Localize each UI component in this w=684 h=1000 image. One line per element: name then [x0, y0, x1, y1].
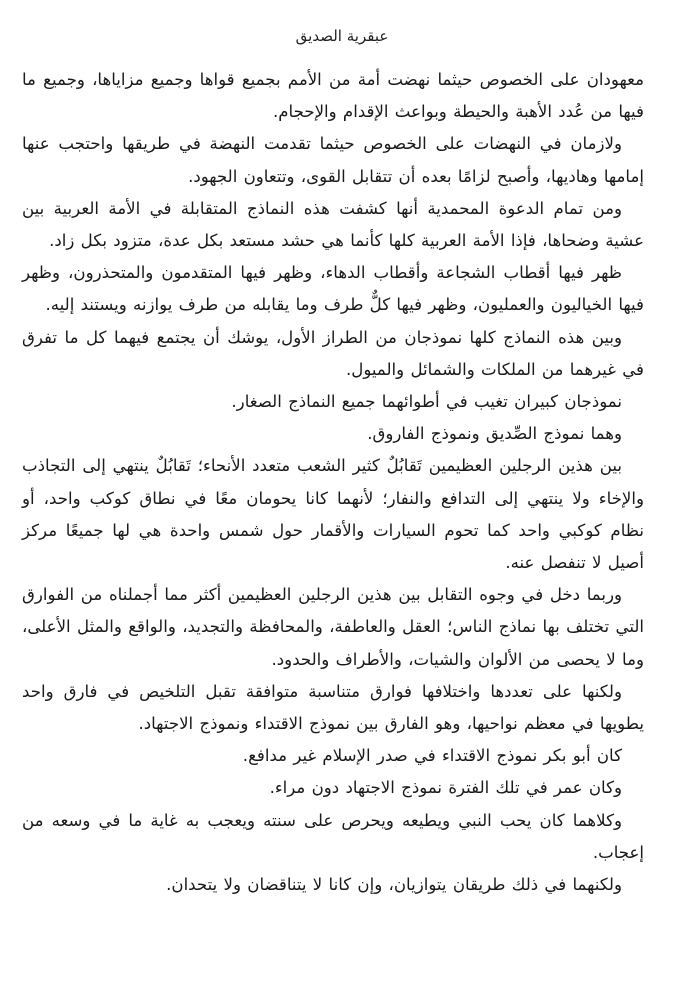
body-text	[22, 64, 644, 901]
paragraph: نموذجان كبيران تغيب في أطوائهما جميع النماذج الصغار.	[231, 392, 622, 412]
paragraph: معهودان على الخصوص حيثما نهضت أمة من الأمم بجميع قواها وجميع مزاياها، وجميع ما فيها من عُدد الأهبة والحيطة وبواعث الإقدام والإحجام.	[22, 70, 644, 122]
paragraph: ولازمان في النهضات على الخصوص حيثما تقدمت النهضة في طريقها واحتجب عنها إمامها وهاديها، وأصبح لزامًا بعده أن تتقابل القوى، وتتعاون الجهود.	[22, 134, 644, 186]
paragraph: ولكنهما في ذلك طريقان يتوازيان، وإن كانا لا يتناقضان ولا يتحدان.	[166, 875, 622, 895]
running-header-title: عبقرية الصديق	[295, 27, 389, 45]
paragraph: وهما نموذج الصِّديق ونموذج الفاروق.	[367, 424, 622, 444]
paragraph: ولكنها على تعددها واختلافها فوارق متناسبة متوافقة تقبل التلخيص في فارق واحد يطويها في معظم نواحيها، وهو الفارق بين نموذج الاقتداء ونموذج الاجتهاد.	[22, 681, 644, 734]
paragraph: وربما دخل في وجوه التقابل بين هذين الرجلين العظيمين أكثر مما أجملناه من الفوارق التي تختلف بها نماذج الناس؛ العقل والعاطفة، والمحافظة والتجديد، والواقع والمثل الأعلى، وما لا يحصى من الألوان والشيات، والأطراف والحدود.	[22, 585, 644, 669]
paragraph: وبين هذه النماذج كلها نموذجان من الطراز الأول، يوشك أن يجتمع فيهما كل ما تفرق في غيرهما من الملكات والشمائل والميول.	[22, 327, 644, 379]
paragraph: وكلاهما كان يحب النبي ويطيعه ويحرص على سنته ويعجب به غاية ما في وسعه من إعجاب.	[22, 810, 644, 862]
paragraph: وكان عمر في تلك الفترة نموذج الاجتهاد دون مراء.	[269, 778, 622, 798]
paragraph: كان أبو بكر نموذج الاقتداء في صدر الإسلام غير مدافع.	[242, 746, 622, 766]
paragraph: ظهر فيها أقطاب الشجاعة وأقطاب الدهاء، وظهر فيها المتقدمون والمتحذرون، وظهر فيها الخياليون والعمليون، وظهر فيها كلٌّ طرف وما يقابله من طرف يوازنه ويستند إليه.	[22, 263, 644, 315]
paragraph: بين هذين الرجلين العظيمين تَقابُلٌ كثير الشعب متعدد الأنحاء؛ تَقابُلٌ ينتهي إلى التجاذب والإخاء ولا ينتهي إلى التدافع والنفار؛ لأنهما كانا يحومان معًا في نطاق كوكب واحد، أو نظام كوكبي واحد كما تحوم السيارات والأقمار حول شمس واحدة هي لها جميعًا مركز أصيل لا تنفصل عنه.	[22, 456, 644, 573]
paragraph: ومن تمام الدعوة المحمدية أنها كشفت هذه النماذج المتقابلة في الأمة العربية بين عشية وضحاها، فإذا الأمة العربية كلها كأنما هي حشد مستعد بكل عدة، متزود بكل زاد.	[22, 198, 644, 251]
